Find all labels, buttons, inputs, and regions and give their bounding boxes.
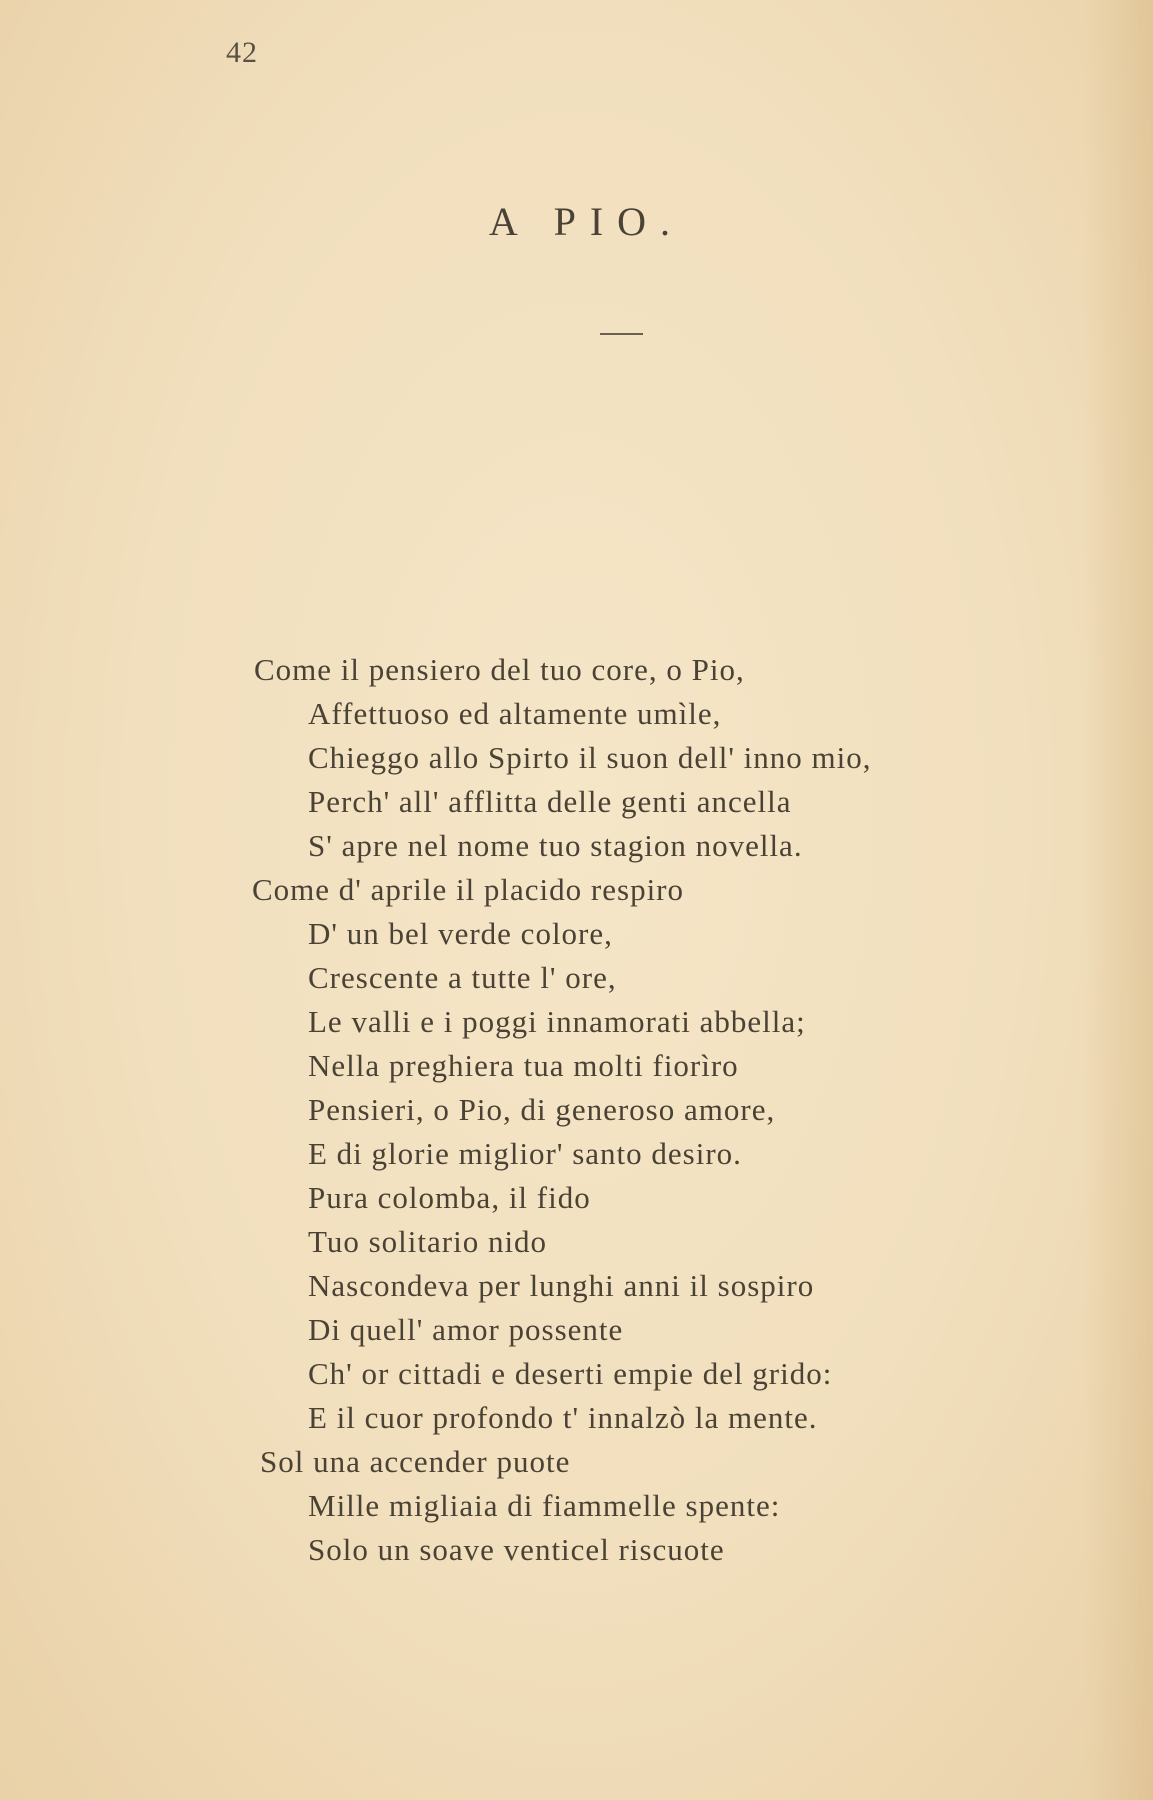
- poem-line: Affettuoso ed altamente umìle,: [308, 696, 722, 731]
- poem-line: Mille migliaia di fiammelle spente:: [308, 1488, 781, 1523]
- poem-line: Solo un soave venticel riscuote: [308, 1532, 725, 1567]
- poem-line: Nascondeva per lunghi anni il sospiro: [308, 1268, 815, 1303]
- poem-line: Tuo solitario nido: [308, 1224, 548, 1259]
- poem-line: Di quell' amor possente: [308, 1312, 624, 1347]
- poem-line: E di glorie miglior' santo desiro.: [308, 1136, 742, 1171]
- poem-line: Perch' all' afflitta delle genti ancella: [308, 784, 792, 819]
- poem-line: Crescente a tutte l' ore,: [308, 960, 617, 995]
- poem-line: E il cuor profondo t' innalzò la mente.: [308, 1400, 818, 1435]
- poem-line: Pura colomba, il fido: [308, 1180, 591, 1215]
- poem-line: S' apre nel nome tuo stagion novella.: [308, 828, 803, 863]
- poem-line: Nella preghiera tua molti fiorìro: [308, 1048, 739, 1083]
- poem-line: Pensieri, o Pio, di generoso amore,: [308, 1092, 776, 1127]
- poem-line: Come il pensiero del tuo core, o Pio,: [254, 652, 745, 687]
- poem-line: Chieggo allo Spirto il suon dell' inno mio,: [308, 740, 872, 775]
- poem-line: Come d' aprile il placido respiro: [252, 872, 685, 907]
- poem-line: Ch' or cittadi e deserti empie del grido:: [308, 1356, 833, 1391]
- title-separator-rule: [600, 333, 643, 335]
- poem-title: A PIO.: [488, 199, 685, 244]
- poem-line: Le valli e i poggi innamorati abbella;: [308, 1004, 806, 1039]
- poem-line: D' un bel verde colore,: [308, 916, 613, 951]
- page-number: 42: [226, 36, 258, 69]
- poem-line: Sol una accender puote: [260, 1444, 571, 1479]
- page-edge-shading: [1083, 0, 1153, 1800]
